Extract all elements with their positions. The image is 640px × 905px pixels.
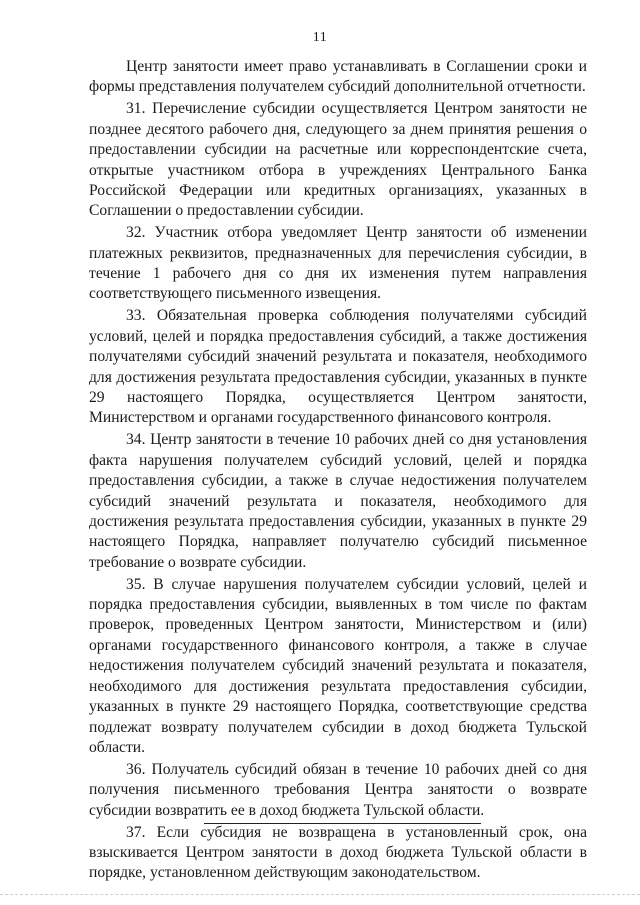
paragraph-32: 32. Участник отбора уведомляет Центр занятости об изменении платежных реквизитов, предназначенных для перечисления субсидии, в течение 1 рабочего дня со дня их изменения путем направления соответствующего письменного извещения. <box>89 224 587 303</box>
paragraph-31: 31. Перечисление субсидии осуществляется Центром занятости не позднее десятого рабочего дня, следующего за днем принятия решения о предоставлении субсидии на расчетные или корреспондентские счета, открытые участником отбора в учреждениях Центрального Банка Российской Федерации или кредитных организациях, указанных в Соглашении о предоставлении субсидии. <box>89 100 587 220</box>
paragraph-intro: Центр занятости имеет право устанавливать в Соглашении сроки и формы представления получателем субсидий дополнительной отчетности. <box>89 58 587 96</box>
document-body <box>89 57 587 885</box>
end-of-document-rule <box>204 823 481 824</box>
scan-edge-dashes <box>0 894 640 895</box>
paragraph-35: 35. В случае нарушения получателем субсидии условий, целей и порядка предоставления субсидии, выявленных в том числе по фактам проверок, проведенных Центром занятости, Министерством и (или) органами государственного финансового контроля, а также в случае недостижения получателем субсидий значений результата и показателя, необходимого для достижения результата предоставления субсидии, указанных в пункте 29 настоящего Порядка, соответствующие средства подлежат возврату получателем субсидии в доход бюджета Тульской области. <box>89 575 587 756</box>
paragraph-37: 37. Если субсидия не возвращена в установленный срок, она взыскивается Центром занятости в доход бюджета Тульской области в порядке, установленном действующим законодательством. <box>89 823 587 882</box>
page-number: 11 <box>312 30 328 45</box>
paragraph-33: 33. Обязательная проверка соблюдения получателями субсидий условий, целей и порядка предоставления субсидий, а также достижения получателями субсидий значений результата и показателя, необходимого для достижения результата предоставления субсидии, указанных в пункте 29 настоящего Порядка, осуществляется Центром занятости, Министерством и органами государственного финансового контроля. <box>89 307 587 427</box>
paragraph-36: 36. Получатель субсидий обязан в течение 10 рабочих дней со дня получения письменного требования Центра занятости о возврате субсидии возвратить ее в доход бюджета Тульской области. <box>89 760 587 819</box>
paragraph-34: 34. Центр занятости в течение 10 рабочих дней со дня установления факта нарушения получателем субсидий условий, целей и порядка предоставления субсидии, а также в случае недостижения получателем субсидий значений результата и показателя, необходимого для достижения результата предоставления субсидии, указанных в пункте 29 настоящего Порядка, направляет получателю субсидий письменное требование о возврате субсидии. <box>89 431 587 571</box>
